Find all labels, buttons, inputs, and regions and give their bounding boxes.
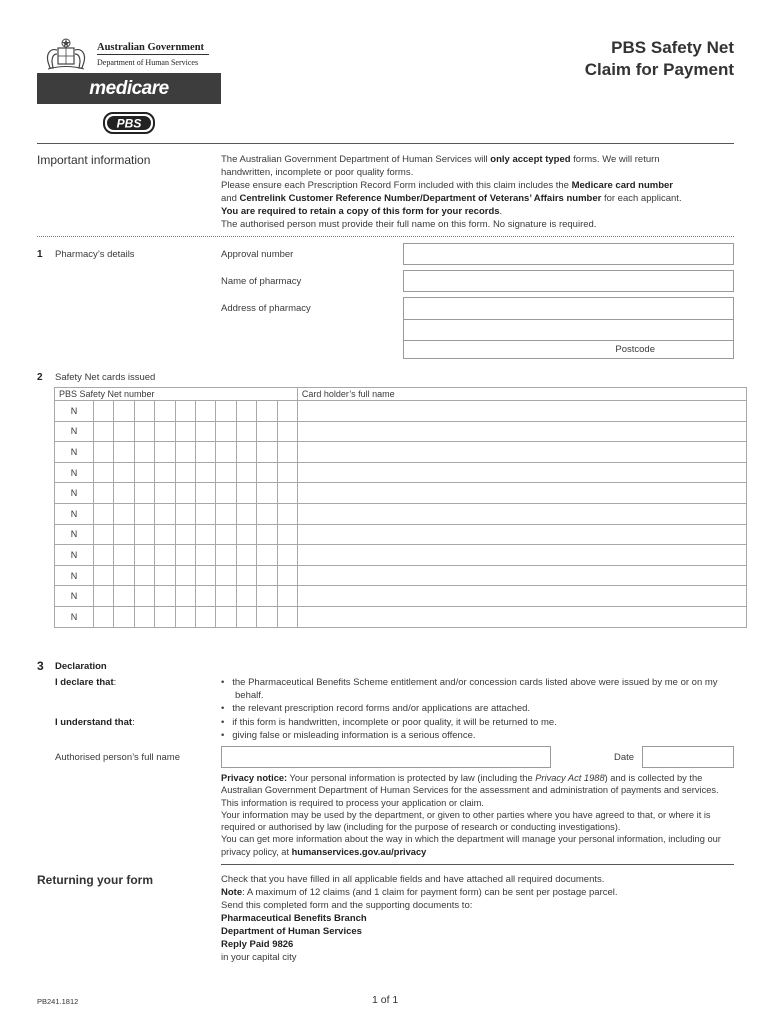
digit-cell[interactable] [277,462,297,483]
coat-of-arms-icon [40,36,92,72]
row-prefix: N [55,545,94,566]
row-prefix: N [55,442,94,463]
medicare-logo [37,73,221,104]
digit-cell[interactable] [216,401,236,422]
declare-label: I declare that: [55,677,117,688]
digit-cell[interactable] [134,401,154,422]
section1-number: 1 [37,249,43,260]
digit-cell[interactable] [134,462,154,483]
digit-cell[interactable] [155,606,175,627]
digit-cell[interactable] [155,442,175,463]
returning-heading: Returning your form [37,873,153,887]
table-row [55,401,747,422]
important-heading: Important information [37,153,151,167]
digit-cell[interactable] [257,606,277,627]
digit-cell[interactable] [216,503,236,524]
declare-list [221,676,726,715]
table-row [55,421,747,442]
digit-cell[interactable] [216,606,236,627]
card-holder-name-field[interactable] [297,421,746,442]
approval-number-label: Approval number [221,249,294,260]
digit-cell[interactable] [216,462,236,483]
digit-cell[interactable] [94,483,114,504]
digit-cell[interactable] [175,565,195,586]
authorised-name-label: Authorised person’s full name [55,752,180,763]
row-prefix: N [55,586,94,607]
digit-cell[interactable] [195,421,215,442]
card-holder-name-field[interactable] [297,565,746,586]
row-prefix: N [55,565,94,586]
digit-cell[interactable] [175,401,195,422]
card-holder-name-field[interactable] [297,545,746,566]
section2-number: 2 [37,372,43,383]
authorised-name-field[interactable] [221,746,551,768]
list-item: • giving false or misleading information is a serious offence. [221,730,476,741]
postcode-label: Postcode [615,344,655,355]
table-row [55,503,747,524]
digit-cell[interactable] [195,401,215,422]
approval-number-field[interactable] [403,243,734,265]
digit-cell[interactable] [134,524,154,545]
digit-cell[interactable] [277,442,297,463]
digit-cell[interactable] [114,442,134,463]
digit-cell[interactable] [134,565,154,586]
digit-cell[interactable] [257,462,277,483]
understand-label: I understand that: [55,717,135,728]
date-field[interactable] [642,746,734,768]
col-header-safety-net-number: PBS Safety Net number [55,388,298,401]
list-item: • if this form is handwritten, incomplete or poor quality, it will be returned to me. [221,717,557,728]
digit-cell[interactable] [175,545,195,566]
table-row [55,442,747,463]
digit-cell[interactable] [94,545,114,566]
gov-divider [97,54,209,55]
digit-cell[interactable] [134,503,154,524]
gov-name: Australian Government [97,42,205,53]
digit-cell[interactable] [155,586,175,607]
digit-cell[interactable] [175,462,195,483]
list-item: • the relevant prescription record forms and/or applications are attached. [221,703,531,714]
understand-list [221,716,726,742]
section3-title: Declaration [55,661,107,672]
row-prefix: N [55,606,94,627]
digit-cell[interactable] [134,586,154,607]
digit-cell[interactable] [236,462,256,483]
digit-cell[interactable] [216,524,236,545]
digit-cell[interactable] [257,401,277,422]
table-row [55,462,747,483]
digit-cell[interactable] [175,483,195,504]
medicare-logo-text: medicare [89,78,169,99]
digit-cell[interactable] [257,545,277,566]
digit-cell[interactable] [257,442,277,463]
digit-cell[interactable] [195,483,215,504]
digit-cell[interactable] [114,401,134,422]
digit-cell[interactable] [94,401,114,422]
pharmacy-name-label: Name of pharmacy [221,276,302,287]
digit-cell[interactable] [114,586,134,607]
digit-cell[interactable] [175,442,195,463]
digit-cell[interactable] [236,442,256,463]
important-text: The Australian Government Department of Human Services will only accept typed forms. We will return handwritten, incomplete or poor quality forms. Please ensure each Prescription Record Form included with this claim includes the Medicare card number and Centrelink Customer Reference Number/Department of Veterans’ Affairs number for each applicant. You are required to retain a copy of this form for your records. The authorised person must provide their full name on this form. No signature is required. [221,154,682,230]
form-title-line1: PBS Safety Net [611,38,734,57]
card-holder-name-field[interactable] [297,524,746,545]
list-item: • the Pharmaceutical Benefits Scheme entitlement and/or concession cards listed above were issued by me or on my behalf. [221,677,718,701]
table-row [55,545,747,566]
digit-cell[interactable] [94,442,114,463]
digit-cell[interactable] [277,503,297,524]
digit-cell[interactable] [236,421,256,442]
card-holder-name-field[interactable] [297,462,746,483]
digit-cell[interactable] [277,586,297,607]
row-prefix: N [55,483,94,504]
table-header-row [55,388,747,401]
digit-cell[interactable] [175,606,195,627]
table-row [55,565,747,586]
digit-cell[interactable] [257,586,277,607]
digit-cell[interactable] [277,483,297,504]
digit-cell[interactable] [134,545,154,566]
digit-cell[interactable] [216,483,236,504]
address-line-divider [404,319,733,320]
digit-cell[interactable] [277,524,297,545]
digit-cell[interactable] [94,524,114,545]
digit-cell[interactable] [257,524,277,545]
digit-cell[interactable] [216,442,236,463]
form-code: PB241.1812 [37,997,79,1006]
digit-cell[interactable] [114,606,134,627]
row-prefix: N [55,524,94,545]
digit-cell[interactable] [155,503,175,524]
col-header-card-holder-name: Card holder’s full name [297,388,746,401]
digit-cell[interactable] [195,462,215,483]
digit-cell[interactable] [216,545,236,566]
digit-cell[interactable] [216,565,236,586]
row-prefix: N [55,462,94,483]
digit-cell[interactable] [155,421,175,442]
digit-cell[interactable] [114,565,134,586]
digit-cell[interactable] [195,503,215,524]
digit-cell[interactable] [94,462,114,483]
privacy-divider [221,864,734,865]
digit-cell[interactable] [114,503,134,524]
digit-cell[interactable] [277,565,297,586]
digit-cell[interactable] [94,565,114,586]
digit-cell[interactable] [195,586,215,607]
digit-cell[interactable] [175,421,195,442]
digit-cell[interactable] [94,503,114,524]
privacy-notice: Privacy notice: Your personal information is protected by law (including the Privacy Act 1988) and is collected by the Australian Government Department of Human Services for the assessment and administration of payments and services. This information is required to process your application or claim. Your information may be used by the department, or given to other parties where you have agreed to that, or where it is required or authorised by law (including for the purpose of research or conducting investigations). You can get more information about the way in which the department will manage your personal information, including our privacy policy, at humanservices.gov.au/privacy [221,773,721,857]
pharmacy-address-field[interactable] [403,297,734,359]
department-name: Department of Human Services [97,58,199,67]
digit-cell[interactable] [236,524,256,545]
privacy-link: humanservices.gov.au/privacy [291,846,427,857]
row-prefix: N [55,503,94,524]
card-holder-name-field[interactable] [297,503,746,524]
table-row [55,483,747,504]
digit-cell[interactable] [114,462,134,483]
digit-cell[interactable] [236,545,256,566]
pharmacy-address-label: Address of pharmacy [221,303,311,314]
digit-cell[interactable] [175,524,195,545]
digit-cell[interactable] [277,545,297,566]
digit-cell[interactable] [134,483,154,504]
digit-cell[interactable] [94,606,114,627]
section1-title: Pharmacy’s details [55,249,135,260]
returning-text: Check that you have filled in all applicable fields and have attached all required documents. Note: A maximum of 12 claims (and 1 claim for payment form) can be sent per postage parcel. Send this completed form and the supporting documents to: Pharmaceutical Benefits Branch Department of Human Services Reply Paid 9826 in your capital city [221,874,618,963]
header-divider [37,143,734,144]
digit-cell[interactable] [94,586,114,607]
digit-cell[interactable] [257,565,277,586]
digit-cell[interactable] [94,421,114,442]
card-holder-name-field[interactable] [297,606,746,627]
digit-cell[interactable] [195,606,215,627]
card-holder-name-field[interactable] [297,401,746,422]
pharmacy-name-field[interactable] [403,270,734,292]
digit-cell[interactable] [216,586,236,607]
digit-cell[interactable] [277,421,297,442]
form-title-line2: Claim for Payment [584,60,734,79]
card-holder-name-field[interactable] [297,586,746,607]
digit-cell[interactable] [114,545,134,566]
digit-cell[interactable] [236,606,256,627]
digit-cell[interactable] [236,401,256,422]
digit-cell[interactable] [175,586,195,607]
digit-cell[interactable] [277,606,297,627]
digit-cell[interactable] [236,565,256,586]
digit-cell[interactable] [175,503,195,524]
digit-cell[interactable] [257,483,277,504]
digit-cell[interactable] [195,442,215,463]
row-prefix: N [55,401,94,422]
table-row [55,606,747,627]
digit-cell[interactable] [257,503,277,524]
page-number: 1 of 1 [372,994,399,1006]
digit-cell[interactable] [155,524,175,545]
section2-title: Safety Net cards issued [55,372,156,383]
digit-cell[interactable] [155,545,175,566]
table-row [55,586,747,607]
row-prefix: N [55,421,94,442]
digit-cell[interactable] [195,524,215,545]
date-label: Date [614,752,635,763]
digit-cell[interactable] [114,421,134,442]
digit-cell[interactable] [236,503,256,524]
digit-cell[interactable] [236,483,256,504]
table-row [55,524,747,545]
digit-cell[interactable] [155,565,175,586]
address-line-divider [404,340,733,341]
digit-cell[interactable] [236,586,256,607]
digit-cell[interactable] [134,606,154,627]
pbs-logo-text: PBS [116,116,142,131]
digit-cell[interactable] [155,462,175,483]
card-holder-name-field[interactable] [297,442,746,463]
safety-net-cards-table [54,387,747,628]
digit-cell[interactable] [114,524,134,545]
digit-cell[interactable] [195,545,215,566]
digit-cell[interactable] [134,442,154,463]
pbs-logo-icon [103,112,155,134]
card-holder-name-field[interactable] [297,483,746,504]
section-divider [37,236,734,237]
digit-cell[interactable] [277,401,297,422]
digit-cell[interactable] [134,421,154,442]
digit-cell[interactable] [257,421,277,442]
digit-cell[interactable] [114,483,134,504]
digit-cell[interactable] [155,401,175,422]
digit-cell[interactable] [195,565,215,586]
digit-cell[interactable] [216,421,236,442]
section3-number: 3 [37,659,44,673]
digit-cell[interactable] [155,483,175,504]
